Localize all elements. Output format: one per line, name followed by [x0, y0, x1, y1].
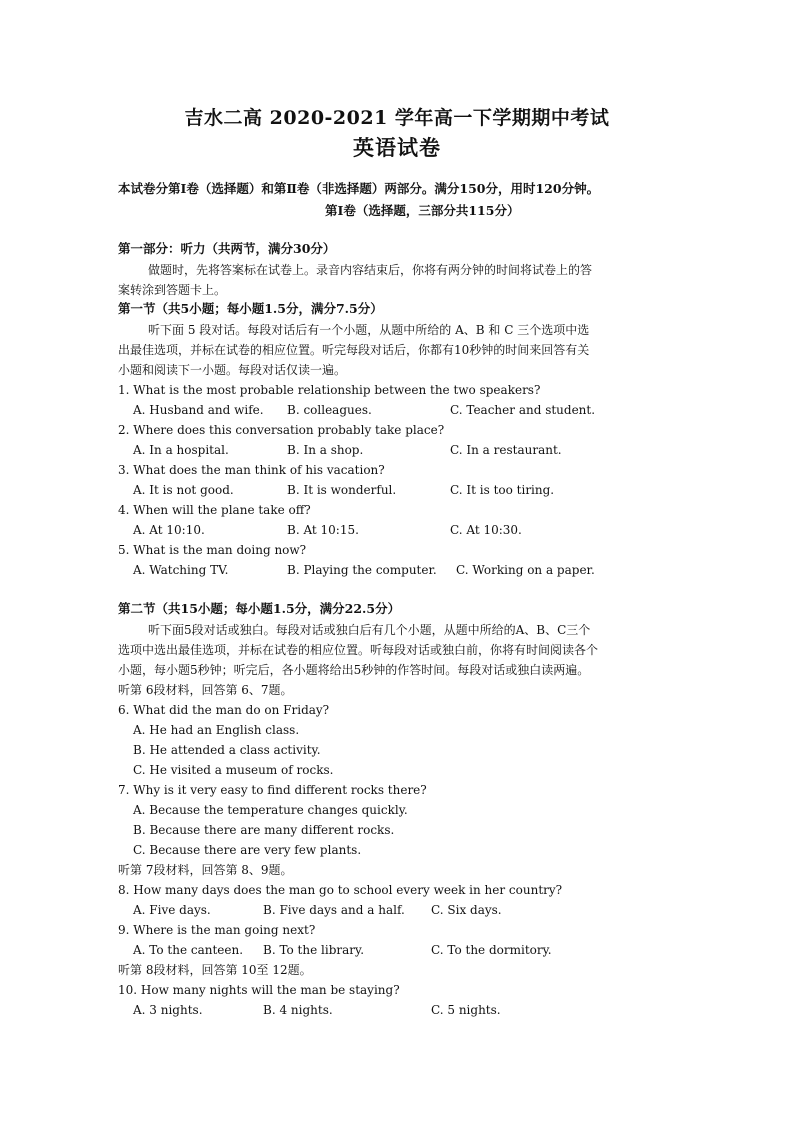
question-6-option-c: C. He visited a museum of rocks.	[133, 763, 334, 777]
exam-intro-line2: 第Ⅰ卷（选择题，三部分共115分）	[325, 203, 520, 218]
question-9: 9. Where is the man going next?	[118, 923, 316, 937]
question-1-option-b: B. colleagues.	[287, 403, 372, 417]
question-4: 4. When will the plane take off?	[118, 503, 311, 517]
question-8-option-a: A. Five days.	[133, 903, 211, 917]
question-5-option-a: A. Watching TV.	[133, 563, 229, 577]
question-6-option-a: A. He had an English class.	[133, 723, 300, 737]
question-1: 1. What is the most probable relationship between the two speakers?	[118, 383, 541, 397]
question-4-option-c: C. At 10:30.	[450, 523, 522, 537]
question-4-option-b: B. At 10:15.	[287, 523, 359, 537]
question-1-option-a: A. Husband and wife.	[133, 403, 264, 417]
section2-instruction-line1: 听下面5段对话或独白。每段对话或独白后有几个小题，从题中所给的A、B、C三个	[148, 623, 591, 637]
material-6-note: 听第 6段材料，回答第 6、7题。	[118, 683, 293, 697]
question-8: 8. How many days does the man go to school every week in her country?	[118, 883, 563, 897]
question-5-option-b: B. Playing the computer.	[287, 563, 437, 577]
section2-heading: 第二节（共15小题；每小题1.5分，满分22.5分）	[118, 601, 401, 616]
part1-instruction-line1: 做题时，先将答案标在试卷上。录音内容结束后，你将有两分钟的时间将试卷上的答	[148, 263, 593, 277]
question-7-option-a: A. Because the temperature changes quickly.	[133, 803, 408, 817]
question-10-option-a: A. 3 nights.	[133, 1003, 203, 1017]
question-9-option-b: B. To the library.	[263, 943, 365, 957]
section1-instruction-line2: 出最佳选项，并标在试卷的相应位置。听完每段对话后，你都有10秒钟的时间来回答有关	[118, 343, 590, 357]
question-3: 3. What does the man think of his vacation?	[118, 463, 385, 477]
question-7-option-c: C. Because there are very few plants.	[133, 843, 362, 857]
section1-instruction-line3: 小题和阅读下一小题。每段对话仅读一遍。	[118, 363, 347, 377]
question-7-option-b: B. Because there are many different rocks.	[133, 823, 395, 837]
question-9-option-c: C. To the dormitory.	[431, 943, 552, 957]
question-4-option-a: A. At 10:10.	[133, 523, 205, 537]
question-2-option-a: A. In a hospital.	[133, 443, 229, 457]
part1-heading: 第一部分：听力（共两节，满分30分）	[118, 241, 336, 256]
question-2-option-b: B. In a shop.	[287, 443, 364, 457]
section1-heading: 第一节（共5小题；每小题1.5分，满分7.5分）	[118, 301, 383, 316]
question-5: 5. What is the man doing now?	[118, 543, 307, 557]
section1-instruction-line1: 听下面 5 段对话。每段对话后有一个小题，从题中所给的 A、B 和 C 三个选项中选	[148, 323, 590, 337]
exam-title: 吉水二高 2020-2021 学年高一下学期期中考试	[184, 107, 610, 129]
question-1-option-c: C. Teacher and student.	[450, 403, 596, 417]
question-2-option-c: C. In a restaurant.	[450, 443, 562, 457]
material-8-note: 听第 8段材料，回答第 10至 12题。	[118, 963, 312, 977]
question-3-option-a: A. It is not good.	[133, 483, 234, 497]
material-7-note: 听第 7段材料，回答第 8、9题。	[118, 863, 293, 877]
exam-intro-line1: 本试卷分第Ⅰ卷（选择题）和第Ⅱ卷（非选择题）两部分。满分150分，用时120分钟。	[118, 181, 600, 196]
part1-instruction-line2: 案转涂到答题卡上。	[118, 283, 227, 297]
exam-subtitle: 英语试卷	[353, 135, 441, 160]
question-8-option-c: C. Six days.	[431, 903, 502, 917]
question-10: 10. How many nights will the man be staying?	[118, 983, 400, 997]
question-3-option-b: B. It is wonderful.	[287, 483, 397, 497]
question-6-option-b: B. He attended a class activity.	[133, 743, 321, 757]
question-9-option-a: A. To the canteen.	[133, 943, 244, 957]
question-7: 7. Why is it very easy to find different rocks there?	[118, 783, 427, 797]
question-10-option-c: C. 5 nights.	[431, 1003, 501, 1017]
question-2: 2. Where does this conversation probably take place?	[118, 423, 445, 437]
section2-instruction-line3: 小题，每小题5秒钟；听完后，各小题将给出5秒钟的作答时间。每段对话或独白读两遍。	[118, 663, 590, 677]
question-5-option-c: C. Working on a paper.	[456, 563, 595, 577]
section2-instruction-line2: 选项中选出最佳选项，并标在试卷的相应位置。听每段对话或独白前，你将有时间阅读各个	[118, 643, 599, 657]
question-10-option-b: B. 4 nights.	[263, 1003, 333, 1017]
question-6: 6. What did the man do on Friday?	[118, 703, 330, 717]
question-3-option-c: C. It is too tiring.	[450, 483, 555, 497]
question-8-option-b: B. Five days and a half.	[263, 903, 405, 917]
